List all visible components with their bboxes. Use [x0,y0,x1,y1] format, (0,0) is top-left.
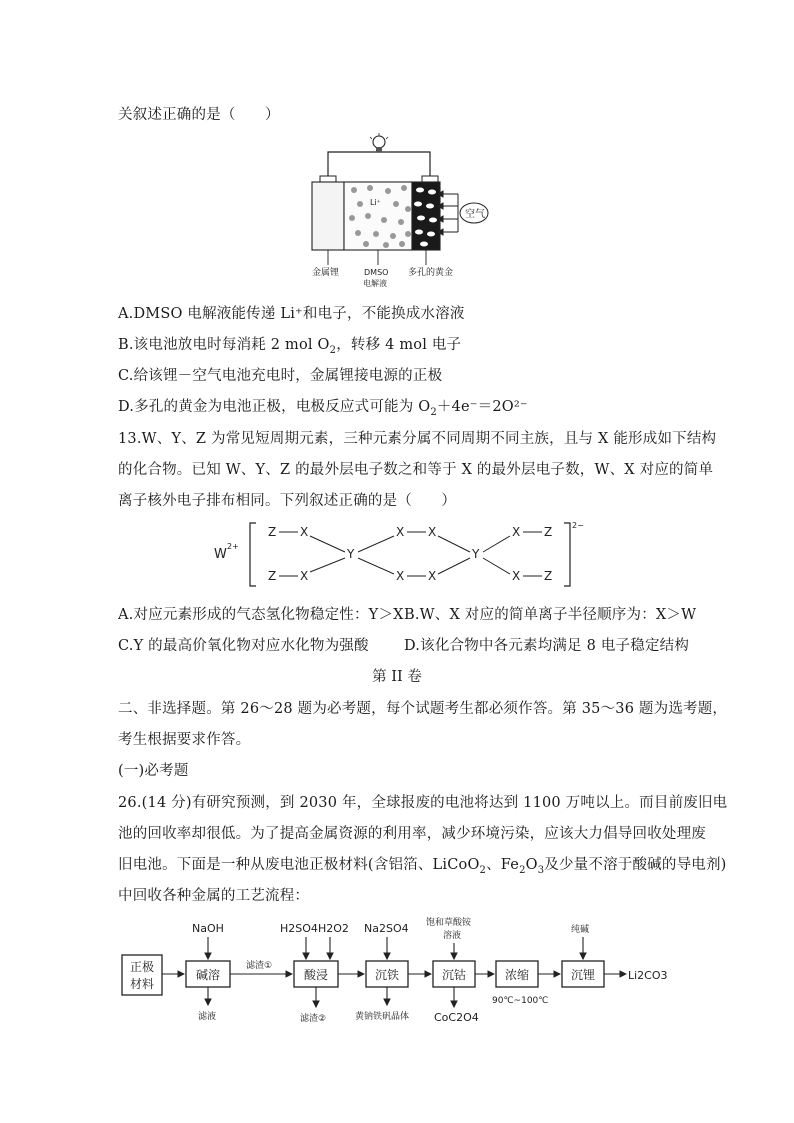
metal-lithium-electrode [312,182,344,250]
q13-option-c: C.Y 的最高价氧化物对应水化物为强酸 [118,638,369,654]
output-residue-2: 滤渣② [300,1014,327,1024]
output-jarosite: 黄钠铁矾晶体 [355,1012,410,1022]
step-acid-leach: 酸浸 [304,968,329,982]
q12-option-c: C.给该锂－空气电池充电时，金属锂接电源的正极 [118,368,443,384]
li-air-battery-figure [300,130,500,290]
q12-option-d: D.多孔的黄金为电池正极，电极反应式可能为 $O_2+4e^-=2O^{2-}$ [118,399,528,418]
electrolyte-label: 电解液 [363,279,387,288]
q13-option-d: D.该化合物中各元素均满足 8 电子稳定结构 [404,638,690,654]
start-label-2: 材料 [130,977,155,991]
concentrate-condition: 90℃~100℃ [492,996,549,1006]
arrow-label-residue-1: 滤渣① [246,961,273,971]
atom-z: Z [268,569,277,583]
process-flow-diagram [120,915,700,1030]
input-na2so4: Na2SO4 [364,922,409,935]
step-iron-precip: 沉铁 [375,968,400,982]
atom-z: Z [544,569,553,583]
li-ion-label: Li⁺ [370,198,381,207]
atom-x: X [512,525,521,539]
atom-z: Z [544,525,553,539]
q13-structure-figure [210,518,590,593]
q13-line-3: 离子核外电子排布相同。下列叙述正确的是（ ） [118,493,457,509]
atom-y: Y [347,547,355,561]
q12-stem-tail: 关叙述正确的是（ ） [118,107,280,123]
atom-x: X [300,569,309,583]
anion-charge: 2− [572,521,584,530]
metal-li-label: 金属锂 [312,268,340,278]
required-heading: (一)必考题 [118,763,189,779]
q26-line-3: 旧电池。下面是一种从废电池正极材料(含铝箔、LiCoO$_2$、$Fe_2O_3$及少量不溶于酸碱的导电剂) [118,857,727,876]
porous-gold-label: 多孔的黄金 [408,268,454,278]
output-filtrate: 滤液 [198,1012,217,1022]
light-bulb-icon [370,133,388,152]
atom-x: X [428,569,437,583]
step-cobalt-precip: 沉钴 [442,968,467,982]
step-alkali-dissolve: 碱溶 [196,968,221,982]
q26-line-4: 中回收各种金属的工艺流程： [118,888,310,904]
q13-line-1: 13.W、Y、Z 为常见短周期元素，三种元素分属不同周期不同主族，且与 X 能形成如下结构 [118,431,717,447]
input-h2so4: H2SO4 [280,922,318,935]
step-lithium-precip: 沉锂 [571,968,596,982]
product-li2co3: Li2CO3 [628,969,668,982]
atom-x: X [428,525,437,539]
q12-option-a: A.DMSO 电解液能传递 Li⁺和电子，不能换成水溶液 [118,306,465,322]
section-title: 第 II 卷 [372,669,422,685]
input-oxalate-2: 溶液 [443,931,462,941]
output-coc2o4: CoC2O4 [434,1011,479,1024]
q26-line-1: 26.(14 分)有研究预测，到 2030 年，全球报废的电池将达到 1100 万吨以上。而目前废旧电 [118,795,728,811]
q26-line-2: 池的回收率却很低。为了提高金属资源的利用率，减少环境污染，应该大力倡导回收处理废 [118,826,706,842]
input-oxalate-1: 饱和草酸铵 [426,918,472,928]
q13-line-2: 的化合物。已知 W、Y、Z 的最外层电子数之和等于 X 的最外层电子数，W、X 对应的简单 [118,462,714,478]
cation-charge: 2+ [227,542,239,551]
input-soda-ash: 纯碱 [571,925,590,935]
input-h2o2: H2O2 [318,922,349,935]
q12-option-b: B.该电池放电时每消耗 2 mol $O_2$，转移 4 mol 电子 [118,337,462,356]
input-naoh: NaOH [192,922,224,935]
atom-x: X [396,525,405,539]
section-intro-1: 二、非选择题。第 26～28 题为必考题，每个试题考生都必须作答。第 35～36 题为选考题， [118,701,728,717]
atom-z: Z [268,525,277,539]
atom-y: Y [472,547,480,561]
q13-option-a: A.对应元素形成的气态氢化物稳定性：Y＞X [118,607,404,623]
atom-x: X [396,569,405,583]
section-intro-2: 考生根据要求作答。 [118,732,251,748]
air-label: 空气 [465,209,485,220]
step-concentrate: 浓缩 [505,968,530,982]
q13-option-b: B.W、X 对应的简单离子半径顺序为：X＞W [404,607,697,623]
atom-x: X [300,525,309,539]
atom-x: X [512,569,521,583]
start-label-1: 正极 [130,960,155,974]
dmso-label: DMSO [364,268,389,277]
cation-w: W [214,547,227,562]
